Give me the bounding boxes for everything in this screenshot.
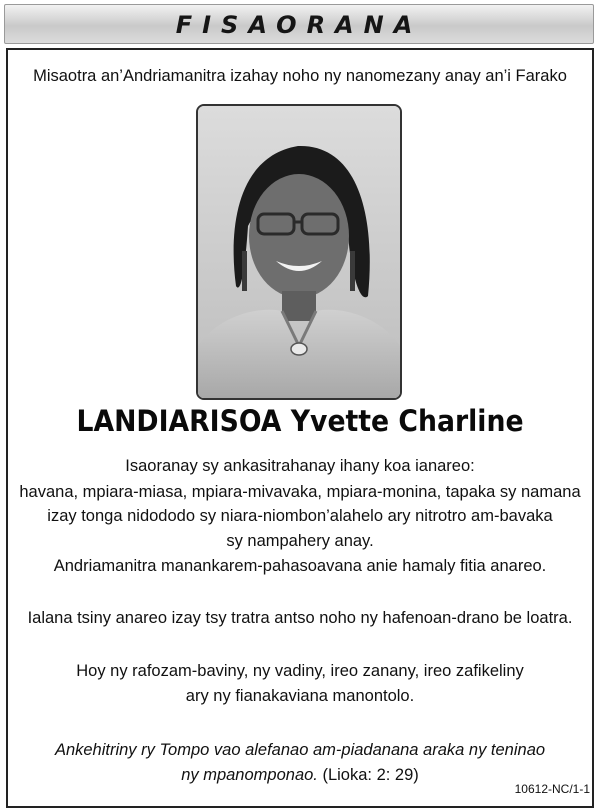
verse-citation: (Lioka: 2: 29) [317, 766, 419, 784]
deceased-name: LANDIARISOA Yvette Charline [76, 404, 524, 438]
thanks-line-1: Isaoranay sy ankasitrahanay ihany koa ianareo: [125, 457, 475, 475]
verse-text: ny mpanomponao. [181, 766, 318, 784]
thanks-line-3: izay tonga nidododo sy niara-niombon’alahelo ary nitrotro am-bavaka [47, 507, 553, 525]
portrait-photo [196, 104, 402, 400]
apology-line: Ialana tsiny anareo izay tsy tratra antso noho ny hafenoan-drano be loatra. [27, 609, 573, 627]
family-line-2: ary ny fianakaviana manontolo. [185, 687, 415, 705]
thanks-line-2: havana, mpiara-miasa, mpiara-mivavaka, mpiara-monina, tapaka sy namana [19, 483, 581, 501]
thanks-line-4: sy nampahery anay. [226, 532, 374, 550]
verse-line-2 [8, 765, 592, 785]
thanks-line-5: Andriamanitra manankarem-pahasoavana anie hamaly fitia anareo. [53, 557, 547, 575]
header-banner [4, 4, 594, 44]
verse-line-1: Ankehitriny ry Tompo vao alefanao am-piadanana araka ny teninao [54, 741, 546, 759]
intro-line: Misaotra an’Andriamanitra izahay noho ny nanomezany anay an’i Farako [33, 67, 567, 85]
reference-code: 10612-NC/1-1 [514, 782, 590, 796]
header-title: FISAORANA [175, 11, 423, 39]
family-line-1: Hoy ny rafozam-baviny, ny vadiny, ireo zanany, ireo zafikeliny [76, 662, 524, 680]
